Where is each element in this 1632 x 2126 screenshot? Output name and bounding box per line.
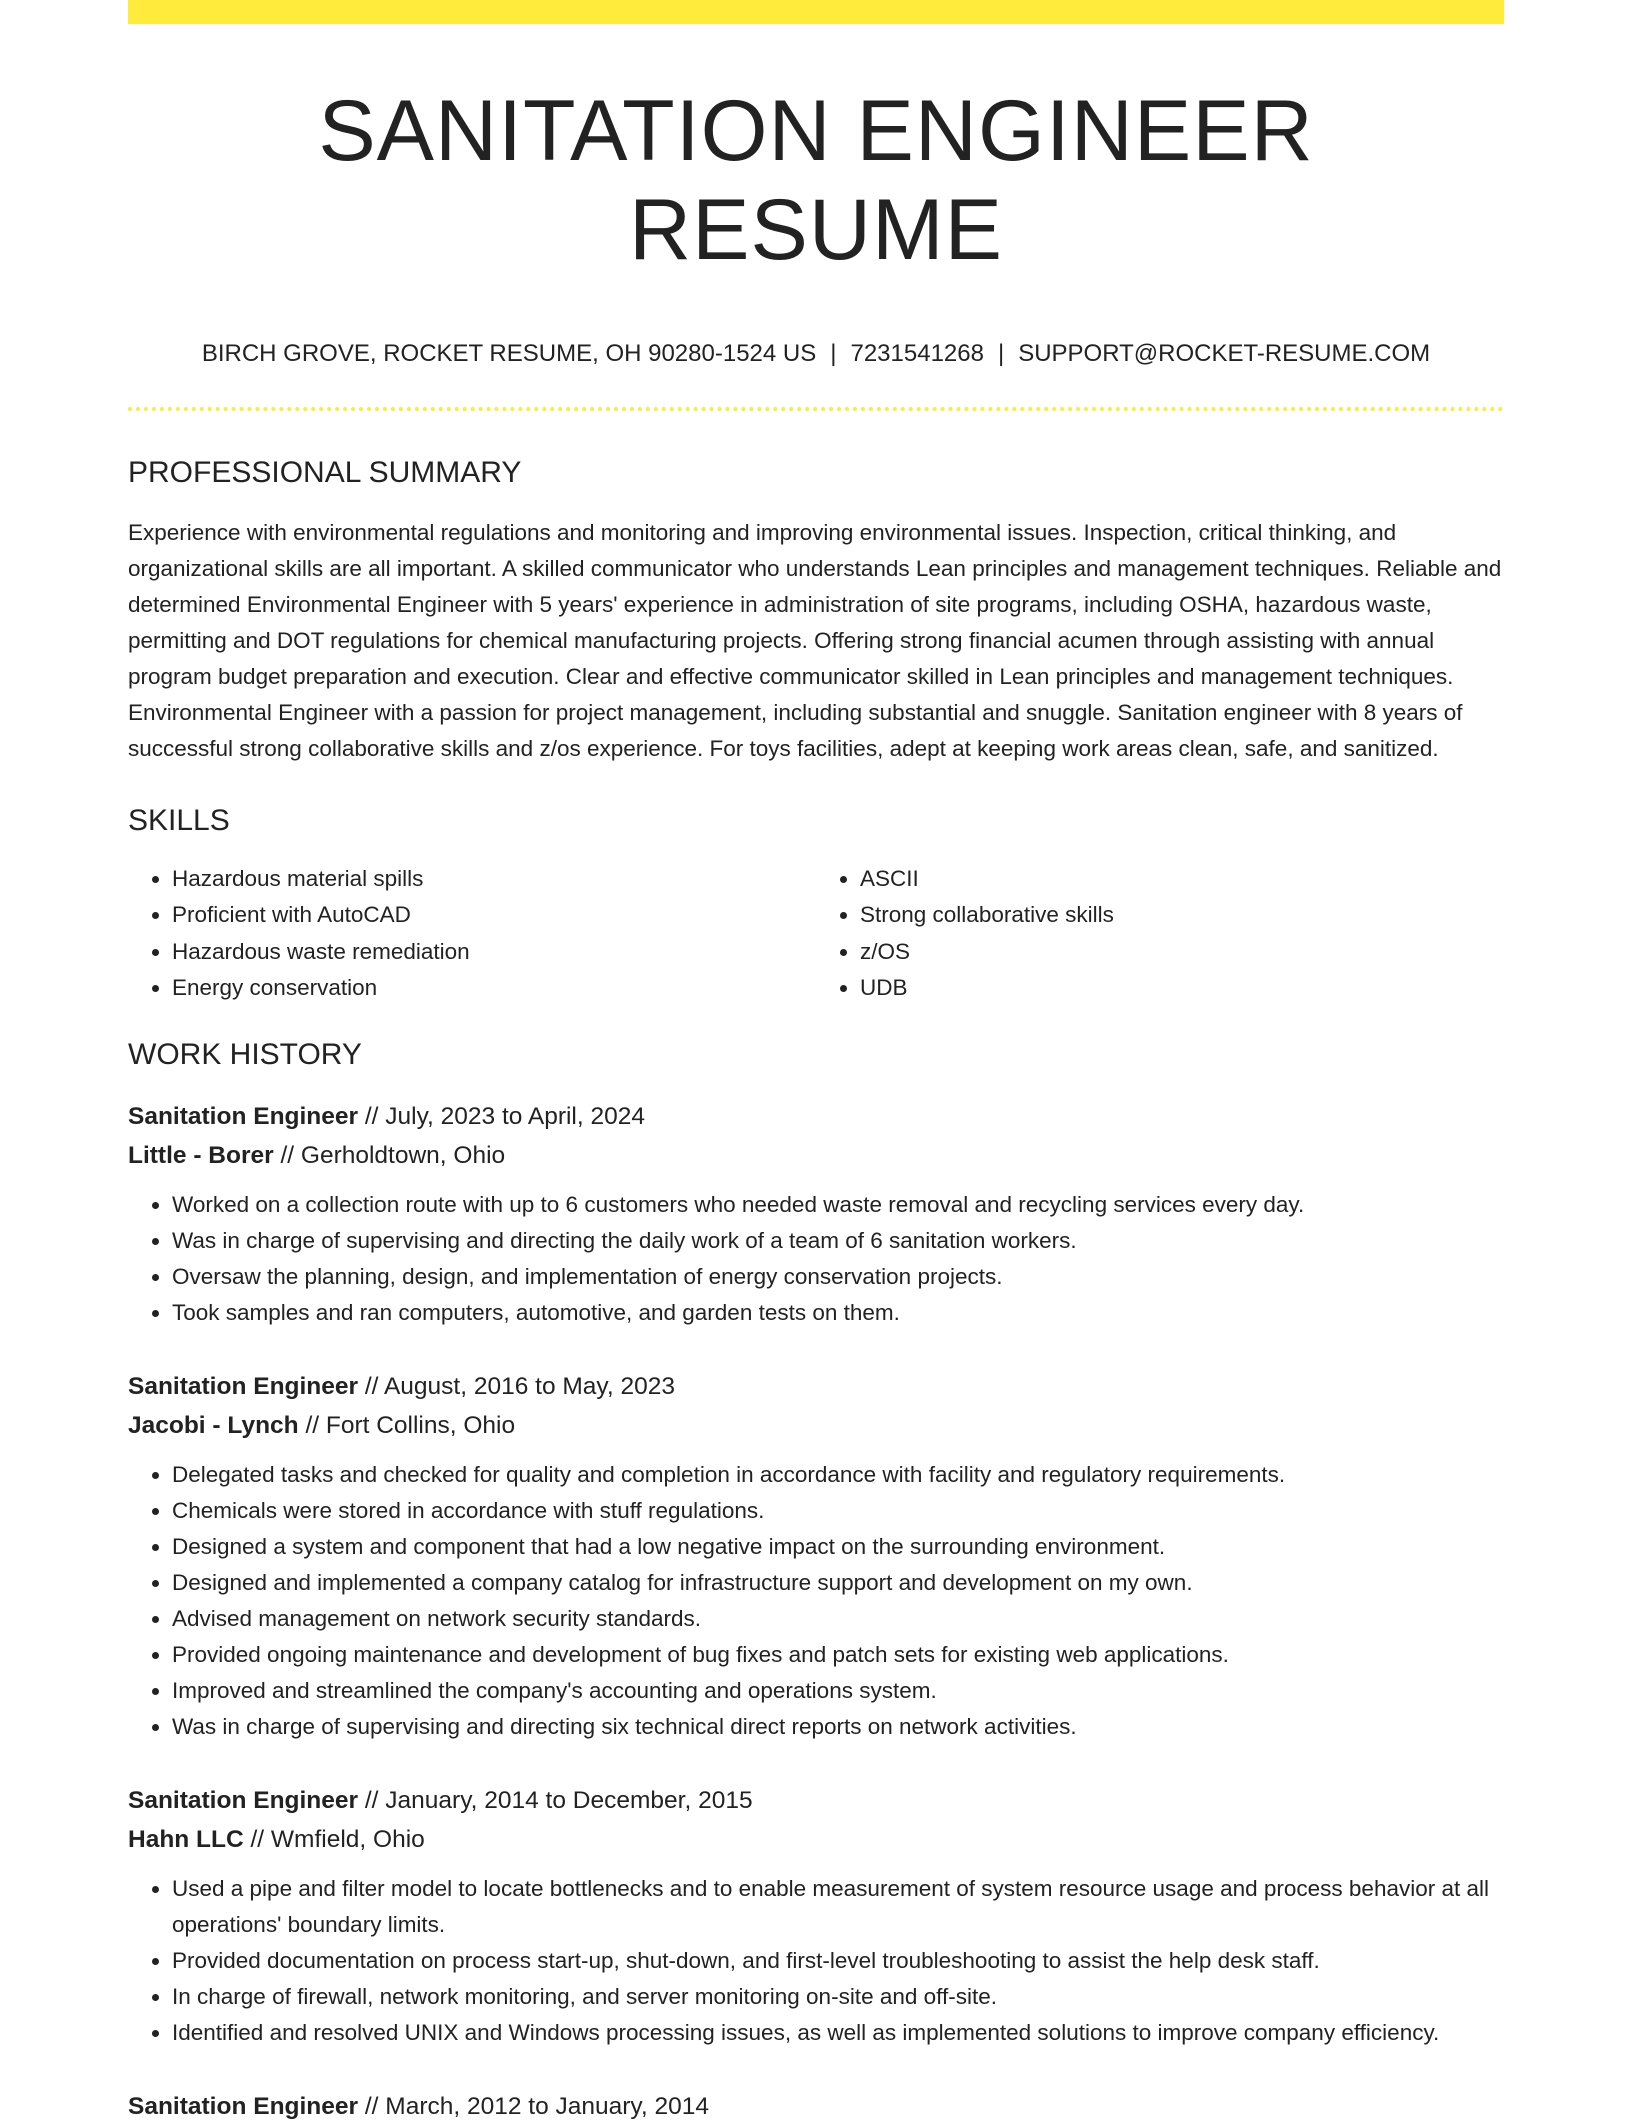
job-company: Hahn LLC (128, 1825, 244, 1853)
contact-address: BIRCH GROVE, ROCKET RESUME, OH 90280-1524 US (201, 339, 817, 367)
job-bullet: • Designed and implemented a company catalog for infrastructure support and development on my own. (172, 1565, 1504, 1601)
job-bullet: • Was in charge of supervising and directing the daily work of a team of 6 sanitation workers. (172, 1223, 1504, 1259)
skill-item: • UDB (860, 970, 1504, 1007)
job-location: // Fort Collins, Ohio (298, 1411, 516, 1439)
job-title: Sanitation Engineer (128, 1102, 359, 1130)
skill-item: • Hazardous waste remediation (172, 934, 816, 971)
job-entry (128, 1781, 1504, 2051)
skills-heading: SKILLS (128, 803, 230, 837)
skill-item: • Strong collaborative skills (860, 897, 1504, 934)
job-bullet: • Provided ongoing maintenance and development of bug fixes and patch sets for existing web applications. (172, 1637, 1504, 1673)
job-bullet: • Identified and resolved UNIX and Windows processing issues, as well as implemented solutions to improve company efficiency. (172, 2015, 1504, 2051)
contact-separator: | (830, 339, 837, 367)
job-bullets (128, 1871, 1504, 2051)
dotted-divider (128, 407, 1504, 411)
job-bullet: • Was in charge of supervising and directing six technical direct reports on network activities. (172, 1709, 1504, 1745)
job-bullet: • Improved and streamlined the company's accounting and operations system. (172, 1673, 1504, 1709)
job-company-line (128, 1820, 1504, 1859)
job-bullet: • Took samples and ran computers, automotive, and garden tests on them. (172, 1295, 1504, 1331)
contact-phone: 7231541268 (850, 339, 984, 367)
job-bullet: • Worked on a collection route with up to 6 customers who needed waste removal and recycling services every day. (172, 1187, 1504, 1223)
job-dates: // January, 2014 to December, 2015 (358, 1786, 753, 1814)
job-location: // Wmfield, Ohio (243, 1825, 425, 1853)
skill-item: • Proficient with AutoCAD (172, 897, 816, 934)
job-bullet: • Used a pipe and filter model to locate bottlenecks and to enable measurement of system resource usage and process behavior at all operations' boundary limits. (172, 1871, 1504, 1943)
job-bullet: • Designed a system and component that had a low negative impact on the surrounding environment. (172, 1529, 1504, 1565)
job-title: Sanitation Engineer (128, 1786, 359, 1814)
job-dates: // July, 2023 to April, 2024 (358, 1102, 645, 1130)
job-title-line (128, 1781, 1504, 1820)
job-location: // Gerholdtown, Ohio (273, 1141, 506, 1169)
resume-page (128, 0, 1504, 2126)
skill-item: • z/OS (860, 934, 1504, 971)
job-title: Sanitation Engineer (128, 1372, 359, 1400)
skills-grid (128, 861, 1504, 1007)
job-title-line (128, 1367, 1504, 1406)
job-entry (128, 1097, 1504, 1331)
job-company: Jacobi - Lynch (128, 1411, 299, 1439)
job-bullet: • Advised management on network security standards. (172, 1601, 1504, 1637)
summary-text: Experience with environmental regulations and monitoring and improving environmental issues. Inspection, critical thinking, and organizational skills are all important. A skilled communicator who understands Lean principles and management techniques. Reliable and determined Environmental Engineer with 5 years' experience in administration of site programs, including OSHA, hazardous waste, permitting and DOT regulations for chemical manufacturing projects. Offering strong financial acumen through assisting with annual program budget preparation and execution. Clear and effective communicator skilled in Lean principles and management techniques. Environmental Engineer with a passion for project management, including substantial and snuggle. Sanitation engineer with 8 years of successful strong collaborative skills and z/os experience. For toys facilities, adept at keeping work areas clean, safe, and sanitized. (128, 519, 1502, 761)
job-company-line (128, 1406, 1504, 1445)
job-dates: // March, 2012 to January, 2014 (358, 2092, 709, 2120)
job-bullets (128, 1457, 1504, 1745)
resume-title: SANITATION ENGINEER RESUME (318, 83, 1314, 278)
job-company: Little - Borer (128, 1141, 274, 1169)
skill-item: • Energy conservation (172, 970, 816, 1007)
skill-item: • Hazardous material spills (172, 861, 816, 898)
job-company-line (128, 1136, 1504, 1175)
skills-left-column (128, 861, 816, 1007)
skill-item: • ASCII (860, 861, 1504, 898)
job-bullet: • Delegated tasks and checked for quality and completion in accordance with facility and regulatory requirements. (172, 1457, 1504, 1493)
accent-top-bar (128, 0, 1504, 24)
job-bullets (128, 1187, 1504, 1331)
job-bullet: • In charge of firewall, network monitoring, and server monitoring on-site and off-site. (172, 1979, 1504, 2015)
work-history-heading: WORK HISTORY (128, 1037, 362, 1071)
job-title-line (128, 1097, 1504, 1136)
job-entry (128, 1367, 1504, 1745)
contact-separator: | (997, 339, 1005, 367)
job-bullet: • Chemicals were stored in accordance with stuff regulations. (172, 1493, 1504, 1529)
skills-right-column (816, 861, 1504, 1007)
job-bullet: • Provided documentation on process start-up, shut-down, and first-level troubleshooting to assist the help desk staff. (172, 1943, 1504, 1979)
job-bullet: • Oversaw the planning, design, and implementation of energy conservation projects. (172, 1259, 1504, 1295)
job-title: Sanitation Engineer (128, 2092, 359, 2120)
summary-heading: PROFESSIONAL SUMMARY (128, 455, 522, 489)
job-dates: // August, 2016 to May, 2023 (358, 1372, 675, 1400)
job-entry (128, 2087, 1504, 2126)
contact-email: SUPPORT@ROCKET-RESUME.COM (1018, 339, 1431, 367)
contact-line (128, 338, 1504, 369)
job-title-line (128, 2087, 1504, 2126)
